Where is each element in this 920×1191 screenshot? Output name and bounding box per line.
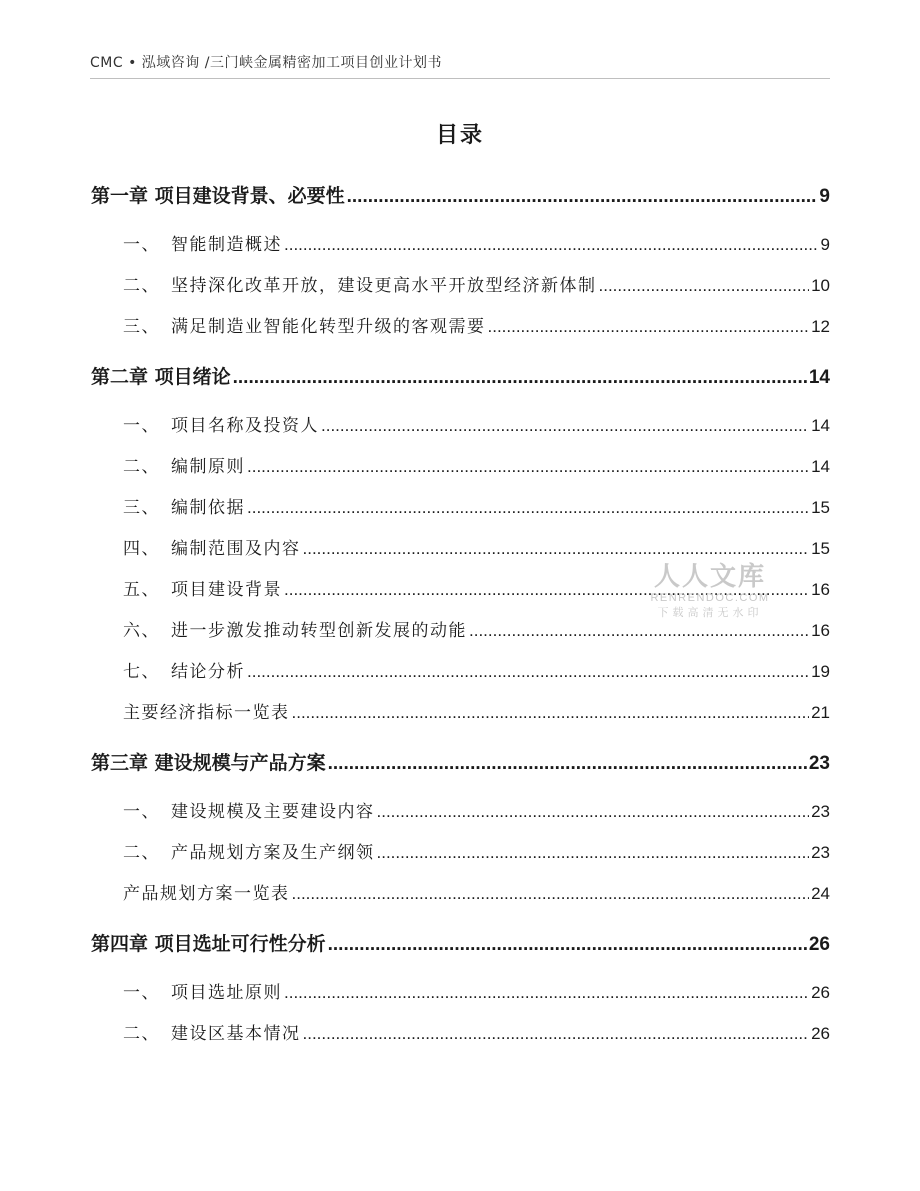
toc-leader-dots bbox=[599, 265, 810, 306]
toc-page-number: 26 bbox=[811, 1024, 830, 1043]
toc-entry-title: 建设规模及主要建设内容 bbox=[171, 802, 375, 822]
toc-page-number: 21 bbox=[811, 703, 830, 722]
toc-entry-label bbox=[123, 447, 245, 488]
watermark-domain: RENRENDOC.COM bbox=[650, 592, 770, 604]
page-title: 目录 bbox=[435, 123, 484, 148]
toc-entry-title: 第四章 项目选址可行性分析 bbox=[91, 933, 326, 955]
toc-entry-title: 项目建设背景 bbox=[171, 580, 282, 600]
toc-page-number: 10 bbox=[811, 276, 830, 295]
toc-section-entry[interactable] bbox=[91, 692, 830, 733]
toc-entry-title: 建设区基本情况 bbox=[171, 1024, 301, 1044]
toc-entry-number: 三、 bbox=[123, 317, 160, 337]
toc-entry-title: 编制依据 bbox=[171, 498, 245, 518]
toc-section-entry[interactable] bbox=[91, 487, 830, 528]
toc-leader-dots bbox=[284, 224, 819, 265]
toc-entry-label bbox=[123, 406, 319, 447]
toc-chapter-entry[interactable] bbox=[91, 924, 830, 964]
toc-entry-number: 二、 bbox=[123, 276, 160, 296]
toc-entry-title: 智能制造概述 bbox=[171, 235, 282, 255]
toc-entry-label bbox=[123, 652, 245, 693]
toc-section-entry[interactable] bbox=[91, 832, 830, 873]
toc-entry-number: 一、 bbox=[123, 802, 160, 822]
toc-page-number: 23 bbox=[808, 753, 830, 774]
toc-leader-dots bbox=[292, 692, 810, 733]
toc-page-number: 14 bbox=[808, 367, 830, 388]
toc-entry-label bbox=[123, 874, 290, 915]
toc-section-entry[interactable] bbox=[91, 306, 830, 347]
toc-leader-dots bbox=[377, 791, 810, 832]
toc-entry-label bbox=[123, 973, 282, 1014]
toc-entry-title: 编制原则 bbox=[171, 457, 245, 477]
toc-page-number: 15 bbox=[811, 539, 830, 558]
toc-entry-number: 一、 bbox=[123, 983, 160, 1003]
toc-entry-label bbox=[91, 357, 231, 397]
toc-section-entry[interactable] bbox=[91, 405, 830, 446]
toc-page-number: 12 bbox=[811, 317, 830, 336]
toc-leader-dots bbox=[284, 972, 809, 1013]
toc-entry-number: 二、 bbox=[123, 843, 160, 863]
toc-entry-number: 三、 bbox=[123, 498, 160, 518]
toc-entry-number: 四、 bbox=[123, 539, 160, 559]
toc-leader-dots bbox=[303, 1013, 810, 1054]
toc-leader-dots bbox=[247, 651, 809, 692]
toc-leader-dots bbox=[247, 446, 809, 487]
toc-entry-label bbox=[123, 611, 467, 652]
toc-section-entry[interactable] bbox=[91, 446, 830, 487]
toc-entry-label bbox=[123, 529, 301, 570]
toc-section-entry[interactable] bbox=[91, 972, 830, 1013]
toc-page-number: 15 bbox=[811, 498, 830, 517]
toc-entry-title: 编制范围及内容 bbox=[171, 539, 301, 559]
toc-section-entry[interactable] bbox=[91, 265, 830, 306]
toc-entry-number: 五、 bbox=[123, 580, 160, 600]
toc-section-entry[interactable] bbox=[91, 1013, 830, 1054]
toc-page-number: 23 bbox=[811, 843, 830, 862]
toc-entry-label bbox=[91, 743, 326, 783]
toc-entry-number: 二、 bbox=[123, 457, 160, 477]
toc-page-number: 14 bbox=[811, 457, 830, 476]
toc-entry-number: 一、 bbox=[123, 416, 160, 436]
toc-leader-dots bbox=[347, 177, 818, 217]
toc-entry-number: 七、 bbox=[123, 662, 160, 682]
toc-entry-label bbox=[123, 225, 282, 266]
toc-entry-title: 产品规划方案及生产纲领 bbox=[171, 843, 375, 863]
toc-chapter-entry[interactable] bbox=[91, 743, 830, 783]
toc-entry-label bbox=[91, 924, 326, 964]
toc-entry-label bbox=[123, 792, 375, 833]
toc-entry-number: 六、 bbox=[123, 621, 160, 641]
toc-page-number: 14 bbox=[811, 416, 830, 435]
toc-page-number: 16 bbox=[811, 580, 830, 599]
toc-page-number: 9 bbox=[819, 186, 830, 207]
toc-entry-title: 项目选址原则 bbox=[171, 983, 282, 1003]
toc-entry-title: 满足制造业智能化转型升级的客观需要 bbox=[171, 317, 486, 337]
toc-section-entry[interactable] bbox=[91, 873, 830, 914]
toc-leader-dots bbox=[328, 925, 807, 965]
toc-chapter-entry[interactable] bbox=[91, 357, 830, 397]
toc-leader-dots bbox=[328, 744, 807, 784]
toc-section-entry[interactable] bbox=[91, 791, 830, 832]
toc-entry-label bbox=[123, 488, 245, 529]
toc-entry-title: 项目名称及投资人 bbox=[171, 416, 319, 436]
toc-entry-label bbox=[123, 833, 375, 874]
toc-entry-title: 第二章 项目绪论 bbox=[91, 366, 231, 388]
toc-entry-title: 第一章 项目建设背景、必要性 bbox=[91, 185, 345, 207]
toc-entry-title: 坚持深化改革开放，建设更高水平开放型经济新体制 bbox=[171, 276, 597, 296]
toc-page-number: 9 bbox=[820, 235, 830, 254]
toc-section-entry[interactable] bbox=[91, 224, 830, 265]
toc-leader-dots bbox=[488, 306, 810, 347]
toc-leader-dots bbox=[292, 873, 810, 914]
toc-leader-dots bbox=[233, 358, 807, 398]
toc-page-number: 16 bbox=[811, 621, 830, 640]
toc-entry-label bbox=[91, 176, 345, 216]
toc-leader-dots bbox=[321, 405, 809, 446]
watermark-logo: 人人文库 bbox=[653, 562, 766, 592]
toc-entry-title: 主要经济指标一览表 bbox=[123, 703, 290, 723]
toc-entry-title: 结论分析 bbox=[171, 662, 245, 682]
toc-entry-label bbox=[123, 266, 597, 307]
toc-entry-label bbox=[123, 307, 486, 348]
toc-page-number: 24 bbox=[811, 884, 830, 903]
watermark bbox=[645, 562, 775, 620]
watermark-slogan: 下载高清无水印 bbox=[657, 606, 763, 619]
toc-entry-label bbox=[123, 693, 290, 734]
running-header: CMC • 泓域咨询 /三门峡金属精密加工项目创业计划书 bbox=[90, 55, 442, 71]
toc-leader-dots bbox=[377, 832, 810, 873]
toc-entry-number: 一、 bbox=[123, 235, 160, 255]
toc-page-number: 19 bbox=[811, 662, 830, 681]
toc-leader-dots bbox=[247, 487, 809, 528]
toc-entry-title: 产品规划方案一览表 bbox=[123, 884, 290, 904]
toc-entry-label bbox=[123, 570, 282, 611]
toc-entry-label bbox=[123, 1014, 301, 1055]
header-divider bbox=[90, 78, 830, 79]
toc-page-number: 26 bbox=[811, 983, 830, 1002]
toc-entry-title: 第三章 建设规模与产品方案 bbox=[91, 752, 326, 774]
toc-page-number: 26 bbox=[808, 934, 830, 955]
toc-entry-number: 二、 bbox=[123, 1024, 160, 1044]
toc-chapter-entry[interactable] bbox=[91, 176, 830, 216]
toc-entry-title: 进一步激发推动转型创新发展的动能 bbox=[171, 621, 467, 641]
toc-section-entry[interactable] bbox=[91, 651, 830, 692]
toc-page-number: 23 bbox=[811, 802, 830, 821]
